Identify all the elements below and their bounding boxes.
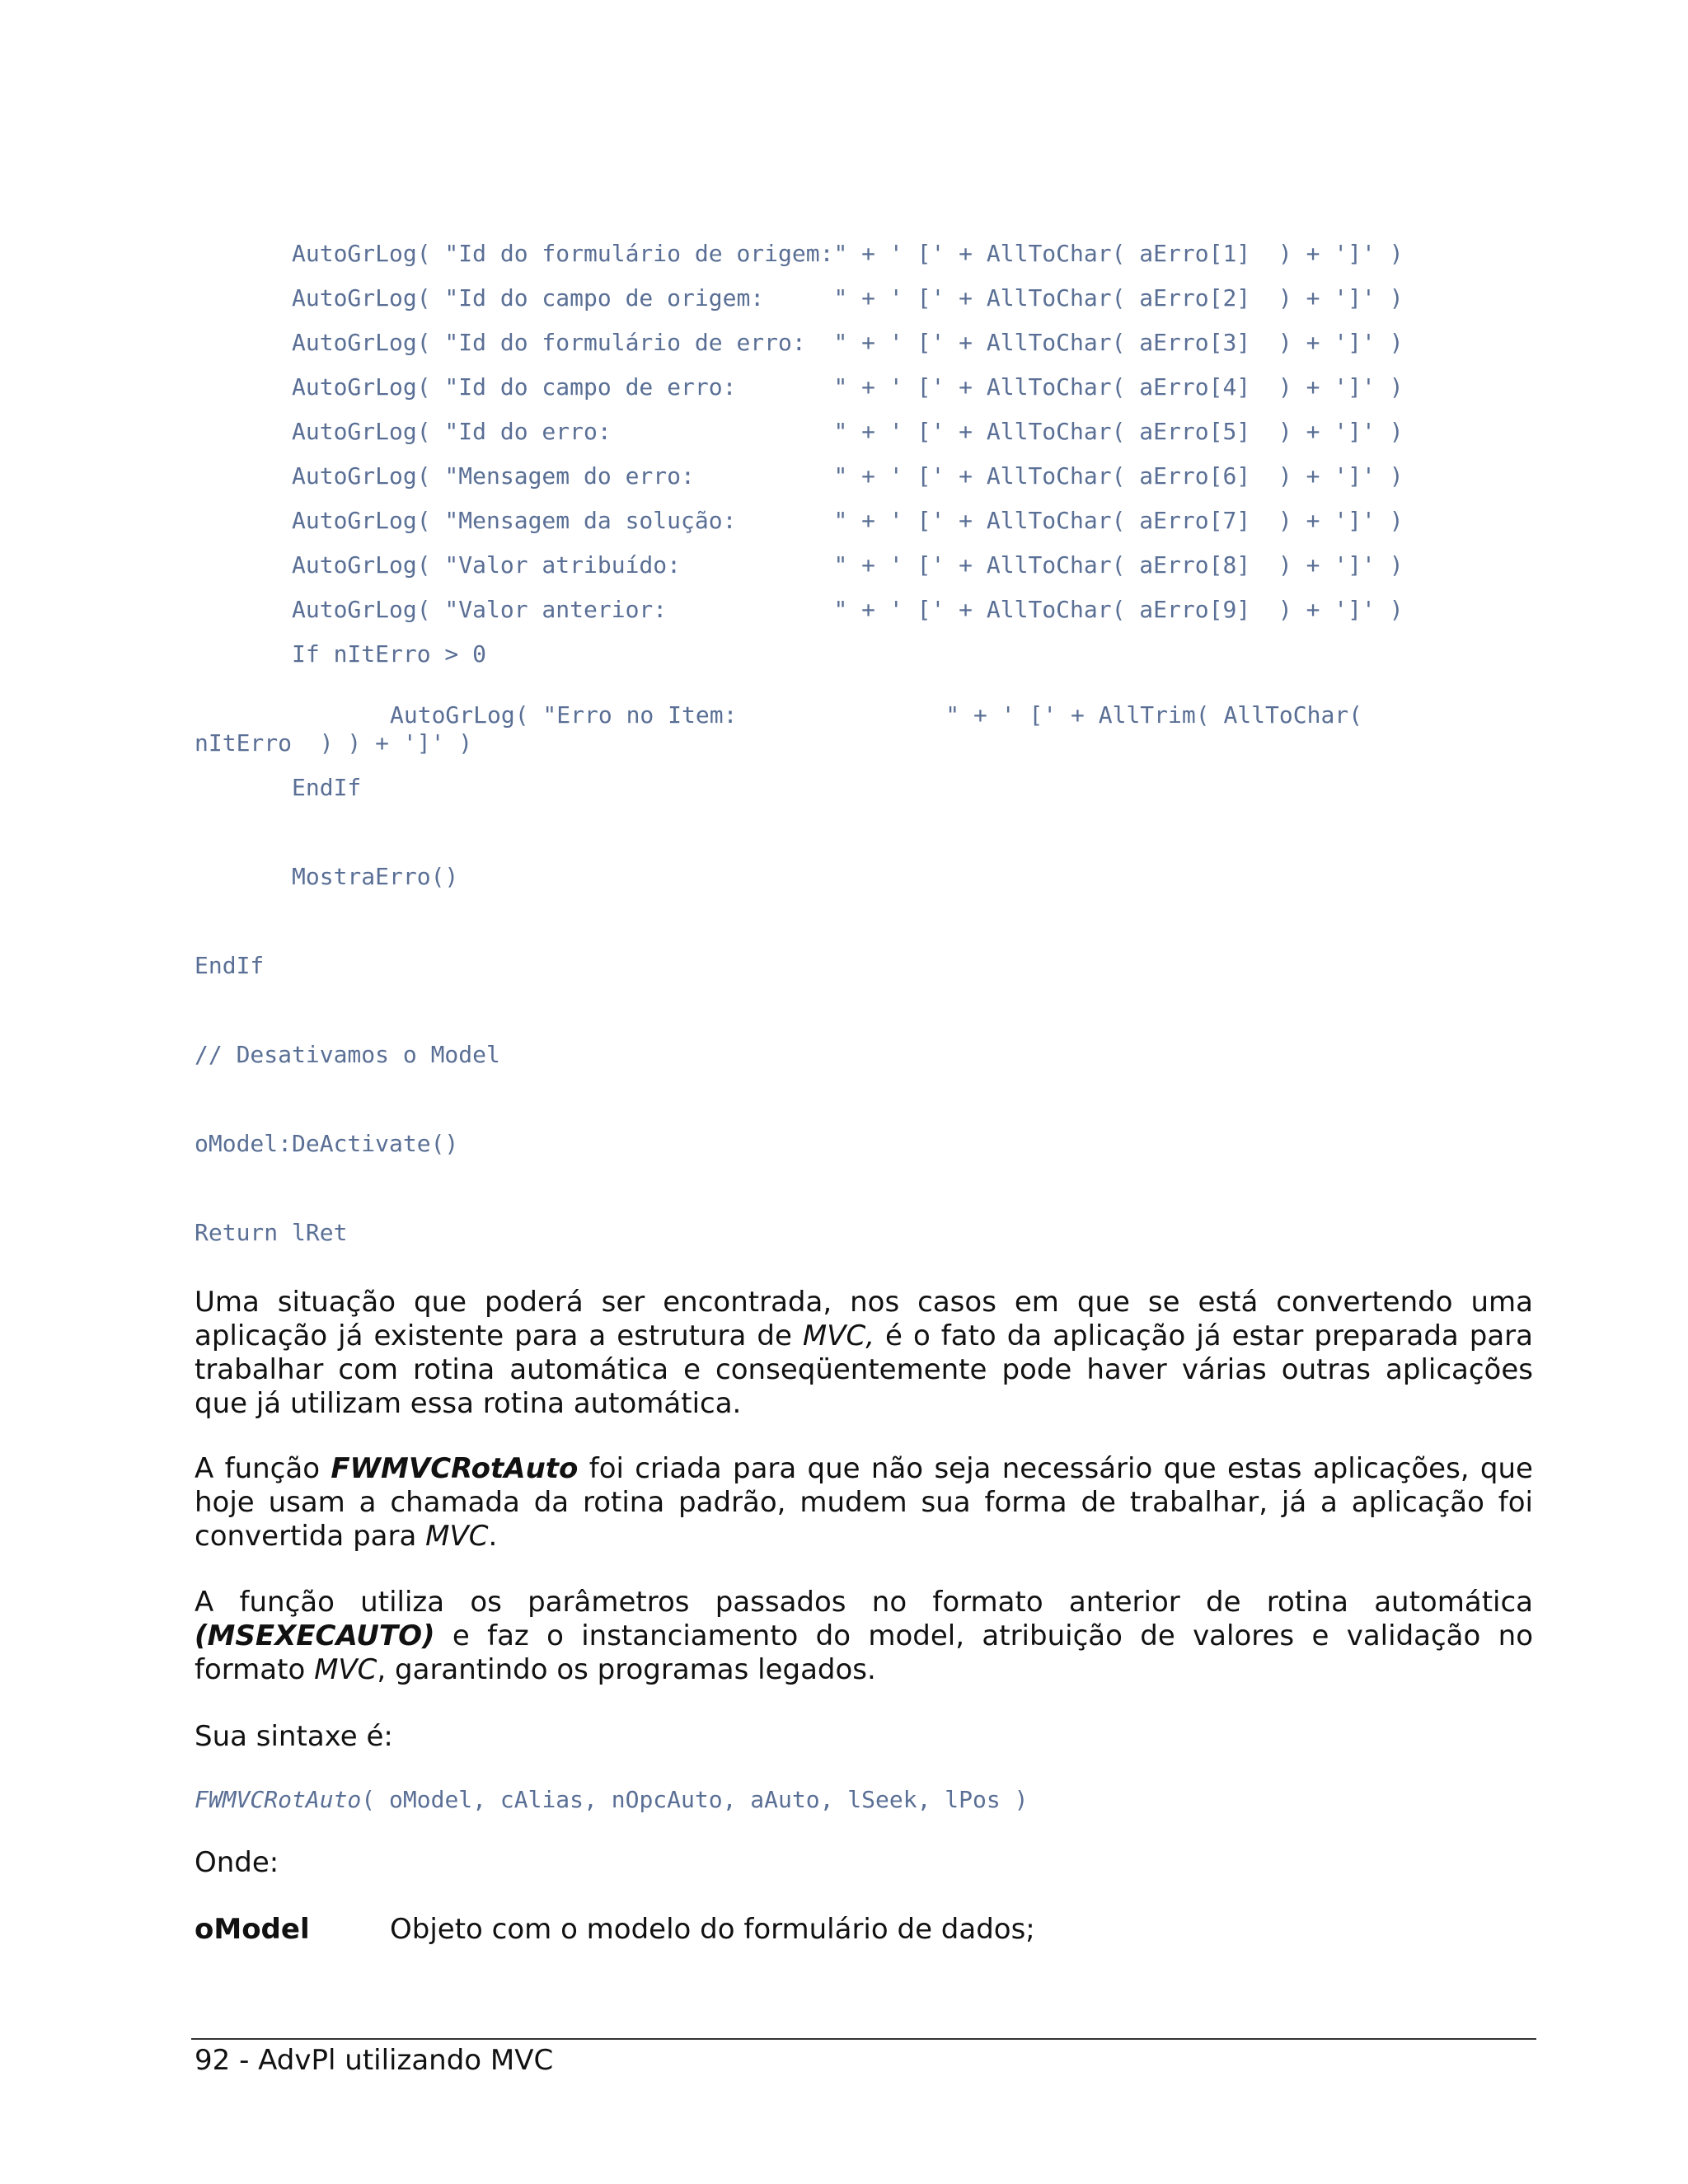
paragraph-3-mvc: MVC [314, 1653, 377, 1686]
syntax-args: ( oModel, cAlias, nOpcAuto, aAuto, lSeek, lPos ) [361, 1786, 1029, 1813]
code-line-3: AutoGrLog( "Id do formulário de erro: " + ' [' + AllToChar( aErro[3] ) + ']' ) [292, 329, 1404, 356]
paragraph-1-text-b: é o fato da aplicação já estar preparada para trabalhar com rotina automática e conseqüentemente pode haver várias outras aplicações que já utilizam essa rotina automática. [195, 1319, 1533, 1420]
code-line-return: Return lRet [195, 1219, 348, 1246]
code-line-if: If nItErro > 0 [292, 640, 487, 668]
paragraph-3-text-b: e faz o instanciamento do model, atribuição de valores e validação no formato [195, 1619, 1533, 1686]
paragraph-2-text-a: A função [195, 1452, 331, 1485]
onde-label: Onde: [195, 1846, 279, 1879]
code-line-8: AutoGrLog( "Valor atribuído: " + ' [' + AllToChar( aErro[8] ) + ']' ) [292, 551, 1404, 579]
code-line-1: AutoGrLog( "Id do formulário de origem:" + ' [' + AllToChar( aErro[1] ) + ']' ) [292, 240, 1404, 267]
code-line-wrapped-b: nItErro ) ) + ']' ) [195, 729, 473, 757]
code-line-7: AutoGrLog( "Mensagem da solução: " + ' [' + AllToChar( aErro[7] ) + ']' ) [292, 507, 1404, 534]
code-line-4: AutoGrLog( "Id do campo de erro: " + ' [' + AllToChar( aErro[4] ) + ']' ) [292, 373, 1404, 401]
syntax-label: Sua sintaxe é: [195, 1720, 393, 1753]
footer-page-label: 92 - AdvPl utilizando MVC [195, 2044, 554, 2077]
paragraph-2-mvc: MVC [425, 1520, 489, 1553]
code-line-wrapped-a: AutoGrLog( "Erro no Item: " + ' [' + AllTrim( AllToChar( [390, 701, 1363, 729]
paragraph-2 [195, 1452, 1533, 1554]
code-line-6: AutoGrLog( "Mensagem do erro: " + ' [' + AllToChar( aErro[6] ) + ']' ) [292, 462, 1404, 490]
paragraph-2-function-name: FWMVCRotAuto [331, 1452, 579, 1485]
param-name-omodel: oModel [195, 1913, 310, 1946]
code-line-endif-inner: EndIf [292, 774, 362, 801]
code-line-9: AutoGrLog( "Valor anterior: " + ' [' + AllToChar( aErro[9] ) + ']' ) [292, 596, 1404, 623]
paragraph-2-text-c: . [488, 1520, 498, 1553]
paragraph-1-text-a: Uma situação que poderá ser encontrada, nos casos em que se está convertendo uma aplicação já existente para a estrutura de [195, 1286, 1533, 1352]
code-line-5: AutoGrLog( "Id do erro: " + ' [' + AllToChar( aErro[5] ) + ']' ) [292, 418, 1404, 445]
syntax-function-name: FWMVCRotAuto [195, 1786, 362, 1813]
code-line-deactivate: oModel:DeActivate() [195, 1130, 459, 1157]
footer-rule [191, 2038, 1536, 2040]
paragraph-3-function-name: (MSEXECAUTO) [195, 1619, 435, 1652]
paragraph-3-text-c: , garantindo os programas legados. [377, 1653, 876, 1686]
paragraph-3-text-a: A função utiliza os parâmetros passados no formato anterior de rotina automática [195, 1586, 1533, 1619]
paragraph-3 [195, 1586, 1533, 1687]
code-line-endif-outer: EndIf [195, 952, 265, 979]
paragraph-2-text-b: foi criada para que não seja necessário que estas aplicações, que hoje usam a chamada da rotina padrão, mudem sua forma de trabalhar, já a aplicação foi convertida para [195, 1452, 1533, 1553]
code-line-mostraerro: MostraErro() [292, 863, 459, 890]
code-comment: // Desativamos o Model [195, 1041, 500, 1068]
syntax-code [195, 1785, 1028, 1815]
code-line-2: AutoGrLog( "Id do campo de origem: " + ' [' + AllToChar( aErro[2] ) + ']' ) [292, 284, 1404, 312]
paragraph-1 [195, 1286, 1533, 1421]
paragraph-1-mvc: MVC, [802, 1319, 875, 1352]
param-description-omodel: Objeto com o modelo do formulário de dados; [390, 1913, 1035, 1946]
